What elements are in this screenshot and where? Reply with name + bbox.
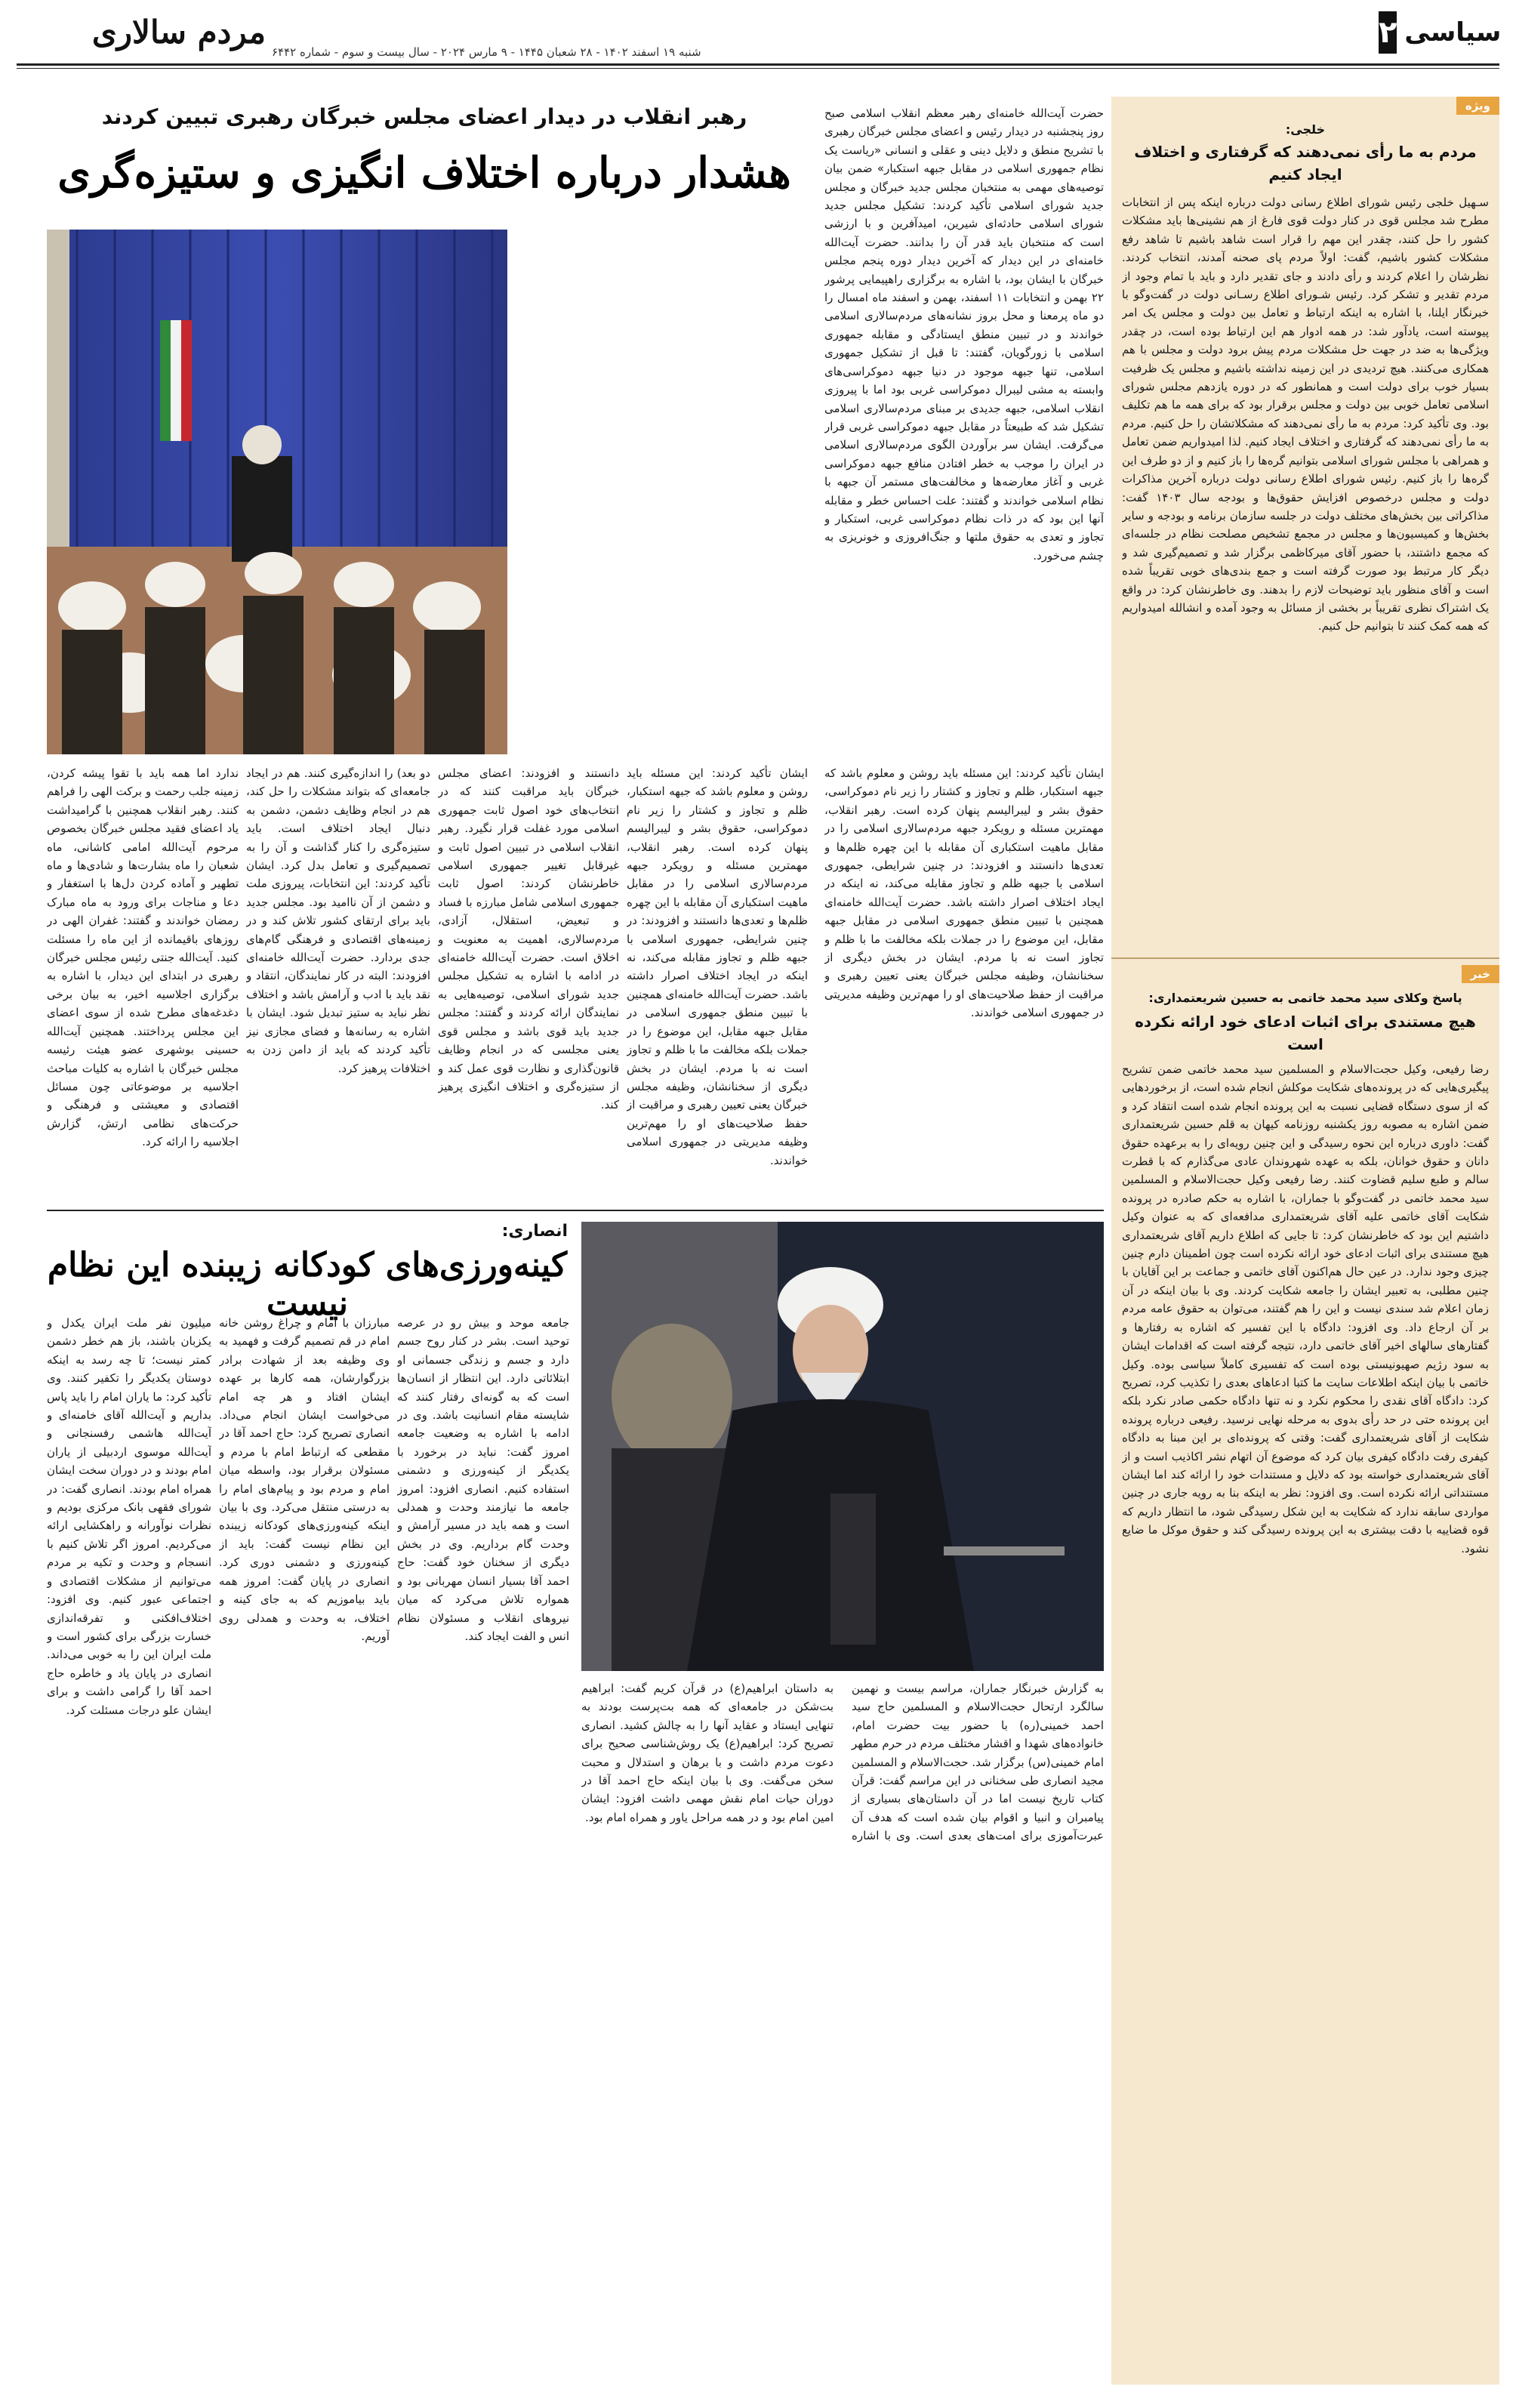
sidebar <box>1111 97 1499 2385</box>
lead-photo-illustration <box>47 230 507 754</box>
section-name: سیاسی <box>1404 17 1502 48</box>
lead-kicker: رهبر انقلاب در دیدار اعضای مجلس خبرگان رهبری تبیین کردند <box>101 104 747 129</box>
header-rule <box>17 63 1499 66</box>
sidebar-label-top: ویژه <box>1456 97 1499 115</box>
lead-title: هشدار درباره اختلاف انگیزی و ستیزه‌گری <box>57 148 791 198</box>
masthead <box>17 8 266 57</box>
second-title: کینه‌ورزی‌های کودکانه زیبنده این نظام نیست <box>47 1246 568 1323</box>
lead-col-4: دو بعد) را اندازه‌گیری کنند. هم در ایجاد جامعه‌ای که بتواند مشکلات را حل کند، هم در انجام وظایف دشمن، دشمن به دنبال ایجاد اختلاف است. باید ستیزه‌گری را کنار گذاشت و آن را به تصمیم‌گیری و تعامل بدل کرد. ایشان تأکید کردند: این انتخابات، پیروزی ملت و دشمن از آن ناامید بود. مجلس جدید باید برای ارتقای کشور تلاش کند و در زمینه‌های اقتصادی و فرهنگی گام‌های جدی بردارد. حضرت آیت‌الله خامنه‌ای افزودند: البته در کار نمایندگان، انتقاد و نقد باید با ادب و آرامش باشد و اختلاف نظر نباید به ستیز تبدیل شود. ایشان با اشاره به رسانه‌ها و فضای مجازی نیز تأکید کردند که باید از دامن زدن به اختلافات پرهیز کرد. <box>246 766 430 1075</box>
sidebar-top-body: سـهیل خلجی رئیس شورای اطلاع رسانی دولت درباره اینکه پس از انتخابات مطرح شد مجلس قوی در کنار دولت قوی فارغ از هم نشینی‌ها باید مشکلات کشور را حل کنند، چقدر این مهم را قرار است شاهد باشیم تا شاهد رفع مشکلات کشور باشیم، گفت: اولاً مردم پای صحنه آمدند، انتخاب کردند. نظرشان را اعلام کردند و رأی دادند و جای تقدیر دارد و باید با تمام وجود از مردم تقدیر و تشکر کرد. رئیس شـورای اطلاع رسـانی دولت در گفت‌وگو با خبرنگار ایلنا، با اشاره به اینکه ارتباط و تعامل بین دولت و مجلس یک امر پیوسته است، یادآور شد: در همه ادوار هم این ارتباط بوده است، در چقدر ویژگی‌ها به ضد در جهت حل مشکلات مردم پیش برود دولت و مجلس با هم همکاری می‌کنند. هیچ تردیدی در این زمینه نداشته باشیم و مجلس یک ظرفیت بسیار خوب برای دولت است و همانطور که در دوره یازدهم مجلس شورای اسلامی تعامل خوبی بین دولت و مجلس برقرار بود که برای همه ما هم تکلیف بود. وی تأکید کرد: مردم به ما رأی نمی‌دهند که مشکلاتشان را حل کنیم. مردم به ما رأی نمی‌دهند که گرفتاری و اختلاف ایجاد کنیم. لذا امیدواریم ضمن تعامل و همراهی با مجلس شورای اسلامی بتوانیم گره‌ها را باز کنیم و از دو طرف این گره‌ها را باز کنیم. رئیس شورای اطلاع رسانی دولت درباره آخرین مذاکرات دولت و مجلس درخصوص افزایش حقوق‌ها و بودجه سال ۱۴۰۳ گفت: مذاکراتی بین بخش‌های مختلف دولت در جلسه سازمان برنامه و بودجه و سایر بخش‌ها و کمیسیون‌ها و مجلس در مجمع تشخیص مصلحت نظام در جلسه‌ای که مجمع داشتند، با حضور آقای میرکاظمی برگزار شد و تصمیم‌گیری شد و دیگر کار مرتبط بود صورت گرفته است و جمع بندی‌های خوبی تقریباً شده است و آقای منظور باید توضیحات لازم را بدهند. وی خاطرنشان کرد: در واقع یک اشتراک نظری تقریباً بر بخشی از مسائل به وجود آمده و انشالله امیدواریم که همه کمک کنند تا بتوانیم حل کنیم. <box>1122 196 1489 634</box>
sidebar-divider <box>1111 957 1499 959</box>
sidebar-top-title: مردم به ما رأی نمی‌دهند که گرفتاری و اختلاف ایجاد کنیم <box>1134 143 1477 183</box>
sidebar-top-kicker: خلجی: <box>1285 122 1326 137</box>
sidebar-bottom-body: رضا رفیعی، وکیل حجت‌الاسلام و المسلمین سید محمد خاتمی ضمن تشریح پیگیری‌هایی که در پرونده‌های شکایت موکلش انجام شده است، از برخوردهایی که از سوی دستگاه قضایی نسبت به این پرونده انجام شده است انتقاد کرد و ضمن اشاره به مصوبه روز یکشنبه روزنامه کیهان به قلم حسین شریعتمداری گفت: داوری درباره این نحوه رسیدگی و این چنین رویه‌ای را به برعهده حقوق دانان و حقوق خوانان، بلکه به عهده شهروندان عادی می‌گذارم که با قطرت سالم و طبع سلیم قضاوت کنند. رضا رفیعی وکیل حجت‌الاسلام و المسلمین سید محمد خاتمی در گفت‌وگو با جماران، با اشاره به حکم صادره در پرونده شکایت آقای خاتمی علیه آقای شریعتمداری مدافعه‌ای که به عنوان وکیل داشتیم این بود که خاطرنشان کرد: تا جایی که اطلاع داریم آقای شریعتمداری هیچ مستندی برای اثبات ادعای خود ارائه نکرده است چون اطمینان دارم چنین چیزی وجود ندارد. در عین حال هم‌اکنون آقای خاتمی و جماعت بر این آقایان با چنین مطلبی، به تعبیر ایشان را جامعه شکایت کردند. وی با بیان اینکه در آن زمان اعلام شد سندی نیست و این را هم گفتند، می‌توان به حقوق عامه مردم بر آن ارجاع داد. وی افزود: دادگاه با این تفسیر که اشاره به رفتارها و گفتارهای سالهای اخیر آقای خاتمی دارد، نتیجه گرفته است که اقدامات ایشان به سود رژیم صهیونیستی بوده است که تفسیری کاملاً سیاسی بوده. وکیل خاتمی با بیان اینکه اطلاعات سایت ما کتبا ادعاهای بعدی را تکذیب کرد، تصریح کرد: دادگاه آقای نقدی را محکوم نکرد و نه تنها دادگاه حکمی صادر نکرد بلکه این پرونده حتی در حد رأی بدوی به مرحله نهایی نرسید. رفیعی درباره پرونده شکایت از آقای شریعتمداری گفت: وقتی که پرونده‌ای بر این مبنا به دادگاه کیفری رفت دادگاه کیفری بیان کرد که موضوع آن اتهام نشر اکاذیب است و از آقای شریعتمداری خواسته بود که دلایل و مستندات خود را ارائه کند اما ایشان مستنداتی ارائه نکرده است. وی افزود: نظر به اینکه بنا به رویه جاری در چنین مواردی سابقه ندارد که شکایت به این شکل رسیدگی شود، ما انتظار داریم که قوه قضاییه با دقت بیشتری به این پرونده رسیدگی کند و حقوق موکل ما ضایع نشود. <box>1122 1062 1489 1555</box>
story-divider <box>47 1210 1104 1211</box>
header-rule-thin <box>17 68 1499 69</box>
page-number: ۲ <box>1379 11 1397 54</box>
page-header-right <box>1379 8 1502 57</box>
second-photo-illustration <box>581 1222 1104 1671</box>
dateline: شنبه ۱۹ اسفند ۱۴۰۲ - ۲۸ شعبان ۱۴۴۵ - ۹ مارس ۲۰۲۴ - سال بیست و سوم - شماره ۶۴۴۲ <box>272 45 701 59</box>
lead-col-2: ایشان تأکید کردند: این مسئله باید روشن و معلوم باشد که جبهه استکبار، ظلم و تجاوز و کشتار را زیر نام دموکراسی، حقوق بشر و لیبرالیسم پنهان کرده است. رهبر انقلاب، مهمترین مسئله و رویکرد جبهه مردم‌سالاری اسلامی را در مقابل ماهیت استکباری آن مقابله با این چهره ظلم‌ها و تعدی‌ها دانستند و افزودند: در چنین شرایطی، جمهوری اسلامی با جبهه ظلم و تجاوز مقابله می‌کند، نه اینکه در ایجاد اختلاف اصرار داشته باشد. حضرت آیت‌الله خامنه‌ای همچنین با تبیین منطق جمهوری اسلامی در مقابل جبهه مقابل، این موضوع را در جملات بلکه مخالفت ما با ظلم و تجاوز است نه با مردم. ایشان در بخش دیگری از سخنانشان، وظیفه مجلس خبرگان یعنی تعیین رهبری و مراقبت از حفظ صلاحیت‌های او را مهم‌ترین وظیفه مدیریتی در جمهوری اسلامی خواندند. <box>627 766 808 1167</box>
sidebar-bottom-title: هیچ مستندی برای اثبات ادعای خود ارائه نکرده است <box>1135 1013 1476 1053</box>
sidebar-bottom-kicker: پاسخ وکلای سید محمد خاتمی به حسین شریعتمداری: <box>1148 991 1462 1005</box>
lead-photo <box>47 230 507 754</box>
lead-col-3: دانستند و افزودند: اعضای مجلس خبرگان باید مراقبت کنند که در انتخاب‌های خود اصول ثابت جمهوری اسلامی مورد غفلت قرار نگیرد. رهبر انقلاب اسلامی در تبیین اصول ثابت و غیرقابل تغییر جمهوری اسلامی خاطرنشان کردند: اصول ثابت جمهوری اسلامی شامل مبارزه با فساد و تبعیض، استقلال، آزادی، مردم‌سالاری، اهمیت به معنویت و اخلاق است. حضرت آیت‌الله خامنه‌ای در ادامه با اشاره به تشکیل مجلس جدید شورای اسلامی، توصیه‌هایی به نمایندگان ارائه کردند و گفتند: مجلس جدید باید قوی باشد و مجلس قوی یعنی مجلسی که در انجام وظایف قانون‌گذاری و نظارت قوی عمل کند و از ستیزه‌گری و اختلاف انگیزی پرهیز کند. <box>438 766 619 1112</box>
lead-col-1-cont: ایشان تأکید کردند: این مسئله باید روشن و معلوم باشد که جبهه استکبار، ظلم و تجاوز و کشتار را زیر نام دموکراسی، حقوق بشر و لیبرالیسم پنهان کرده است. رهبر انقلاب، مهمترین مسئله و رویکرد جبهه مردم‌سالاری اسلامی را در مقابل ماهیت استکباری آن مقابله با این چهره ظلم‌ها و تعدی‌ها دانستند و افزودند: در چنین شرایطی، جمهوری اسلامی با جبهه ظلم و تجاوز مقابله می‌کند، نه اینکه در ایجاد اختلاف اصرار داشته باشد. حضرت آیت‌الله خامنه‌ای همچنین با تبیین منطق جمهوری اسلامی در مقابل جبهه مقابل، این موضوع را در جملات بلکه مخالفت ما با ظلم و تجاوز است نه با مردم. ایشان در بخش دیگری از سخنانشان، وظیفه مجلس خبرگان یعنی تعیین رهبری و مراقبت از حفظ صلاحیت‌های او را مهم‌ترین وظیفه مدیریتی در جمهوری اسلامی خواندند. <box>824 766 1104 1020</box>
lead-col-1: حضرت آیت‌الله خامنه‌ای رهبر معظم انقلاب اسلامی صبح روز پنجشنبه در دیدار رئیس و اعضای مجلس خبرگان رهبری با تشریح منطق و دلایل دینی و عقلی و انسانی «ریاست یک نظام جمهوری اسلامی در مقابل جبهه استکبار» ضمن بیان توصیه‌های مهمی به منتخبان مجلس جدید خبرگان و مجلس جدید شورای اسلامی تأکید کردند: تشکیل مجلس جدید شورای اسلامی حادثه‌ای شیرین، امیدآفرین و با ارزشی است که منتخبان باید قدر آن را بدانند. حضرت آیت‌الله خامنه‌ای در این دیدار که آخرین دیدار دوره پنجم مجلس خبرگان با ایشان بود، با اشاره به برگزاری راهپیمایی پرشور ۲۲ بهمن و انتخابات ۱۱ اسفند، بهمن و اسفند ماه امسال را دو ماه پرمعنا و محل بروز نشانه‌های مردم‌سالاری اسلامی خواندند و در تبیین منطق ایستادگی و مقابله جمهوری اسلامی با زورگویان، گفتند: تا قبل از تشکیل جمهوری اسلامی، تنها جبهه موجود در دنیا جبهه دموکراسی‌های وابسته به مشی لیبرال دموکراسی غربی بود اما با پیروزی انقلاب اسلامی، جبهه جدیدی بر مبنای مردم‌سالاری اسلامی تشکیل شد که طبیعتاً در مقابل جبهه دموکراسی غربی قرار می‌گرفت. ایشان سر برآوردن الگوی مردم‌سالاری اسلامی در ایران را موجب به خطر افتادن منافع جبهه دموکراسی غربی و آغاز معارضه‌ها و مخالفت‌های مستمر آن جبهه با نظام اسلامی خواندند و گفتند: علت احساس خطر و مقابله آنها این بود که در ذات نظام دموکراسی غربی، استکبار و تجاوز و تعدی به حقوق ملتها و جنگ‌افروزی و خونریزی به چشم می‌خورد. <box>824 106 1104 563</box>
second-col-3: مبارزان با امام و چراغ روشن خانه امام در قم تصمیم گرفت و فهمید به وی وظیفه بعد از شهادت برادر بزرگوارشان، همه کارها بر عهده ایشان افتاد و هر چه امام می‌خواست ایشان انجام می‌داد. انصاری تصریح کرد: حاج احمد آقا در مقطعی که ارتباط امام با مردم و مسئولان برقرار بود، واسطه میان امام و مردم بود و پیام‌های امام را به درستی منتقل می‌کرد. وی با بیان اینکه کینه‌ورزی‌های کودکانه زیبنده این نظام نیست گفت: باید از کینه‌ورزی و دشمنی دوری کرد. انصاری در پایان گفت: امروز همه باید بیاموزیم که به جای کینه و اختلاف، به وحدت و همدلی روی آوریم. <box>219 1316 390 1643</box>
second-col-4: میلیون نفر ملت ایران یکدل و یکزبان باشند، باز هم خطر دشمن کمتر نیست؛ تا چه رسد به اینکه دوستان یکدیگر را تکفیر کنند. وی تأکید کرد: ما یاران امام را باید پاس بداریم و آیت‌الله آقای خامنه‌ای و آیت‌الله هاشمی رفسنجانی و آیت‌الله موسوی اردبیلی از یاران امام بودند و در دوران سخت ایشان همراه امام بودند. انصاری گفت: در شورای فقهی بانک مرکزی بودیم و نظرات نوآورانه و راهکشایی ارائه می‌کردیم. امروز اگر تلاش کنیم با انسجام و وحدت و تکیه بر مردم می‌توانیم از مشکلات اقتصادی و اجتماعی عبور کنیم. وی افزود: اختلاف‌افکنی و تفرقه‌اندازی خسارت بزرگی برای کشور است و ملت ایران این را به خوبی می‌داند. انصاری در پایان یاد و خاطره حاج احمد آقا را گرامی داشت و برای ایشان علو درجات مسئلت کرد. <box>47 1316 211 1717</box>
second-col-2: جامعه موحد و بیش رو در عرصه توحید است. بشر در کنار روح جسم دارد و جسم و زندگی جسمانی او ابتلائاتی دارد. این انتظار از انسان‌ها است که به گونه‌ای رفتار کنند که شایسته مقام انسانیت باشد. وی در ادامه با اشاره به وضعیت جامعه امروز گفت: نباید در برخورد با یکدیگر از کینه‌ورزی و دشمنی استفاده کنیم. انصاری افزود: امروز جامعه ما نیازمند وحدت و همدلی است و همه باید در مسیر آرامش و وحدت گام برداریم. وی در بخش دیگری از سخنان خود گفت: حاج احمد آقا بسیار انسان مهربانی بود و همواره تلاش می‌کرد که میان نیروهای انقلاب و مسئولان نظام انس و الفت ایجاد کند. <box>397 1316 569 1643</box>
paper-logo: مردم سالاری <box>91 14 266 51</box>
sidebar-label-bottom: خبر <box>1462 965 1499 983</box>
second-col-1: به گزارش خبرنگار جماران، مراسم بیست و نهمین سالگرد ارتحال حجت‌الاسلام و المسلمین حاج سید احمد خمینی(ره) با حضور بیت حضرت امام، خانواده‌های شهدا و اقشار مختلف مردم در حرم مطهر امام خمینی(س) برگزار شد. حجت‌الاسلام و المسلمین مجید انصاری طی سخنانی در این مراسم گفت: قرآن کتاب تاریخ نیست اما در آن داستان‌های بسیاری از پیامبران و انبیا و اقوام بیان شده است که هدف آن عبرت‌آموزی برای امت‌های بعدی است. وی با اشاره به داستان ابراهیم(ع) در قرآن کریم گفت: ابراهیم بت‌شکن در جامعه‌ای که همه بت‌پرست بودند به تنهایی ایستاد و عقاید آنها را به چالش کشید. انصاری تصریح کرد: ابراهیم(ع) یک روش‌شناسی صحیح برای دعوت مردم داشت و با برهان و استدلال و محبت سخن می‌گفت. وی با بیان اینکه حاج احمد آقا در دوران حیات امام نقش مهمی داشت افزود: ایشان امین امام بود و در همه مراحل یاور و همراه امام بود. <box>581 1682 1104 1843</box>
second-kicker: انصاری: <box>501 1222 568 1241</box>
lead-col-5: ندارد اما همه باید با تقوا پیشه کردن، زمینه جلب رحمت و برکت الهی را فراهم کنند. رهبر انقلاب همچنین با گرامیداشت یاد اعضای فقید مجلس خبرگان بخصوص مرحوم آیت‌الله امامی کاشانی، ماه شعبان را ماه بشارت‌ها و شادی‌ها و ماه تطهیر و آماده کردن دل‌ها با استغفار و دعا و مناجات برای ورود به ماه مبارک رمضان خواندند و گفتند: غفران الهی در روزهای باقیمانده از این ماه را مسئلت کنید. آیت‌الله جنتی رئیس مجلس خبرگان رهبری در ابتدای این دیدار، با اشاره به برگزاری اجلاسیه اخیر، به بیان برخی دغدغه‌های مطرح شده از سوی اعضای این مجلس پرداختند. همچنین آیت‌الله حسینی بوشهری عضو هیئت رئیسه مجلس خبرگان با اشاره به کلیات مباحث اجلاسیه بر موضوعاتی چون مسائل اقتصادی و معیشتی و فرهنگی و حرکت‌های نظامی ارتش، گزارش اجلاسیه را ارائه کرد. <box>47 766 239 1149</box>
second-photo <box>581 1222 1104 1671</box>
